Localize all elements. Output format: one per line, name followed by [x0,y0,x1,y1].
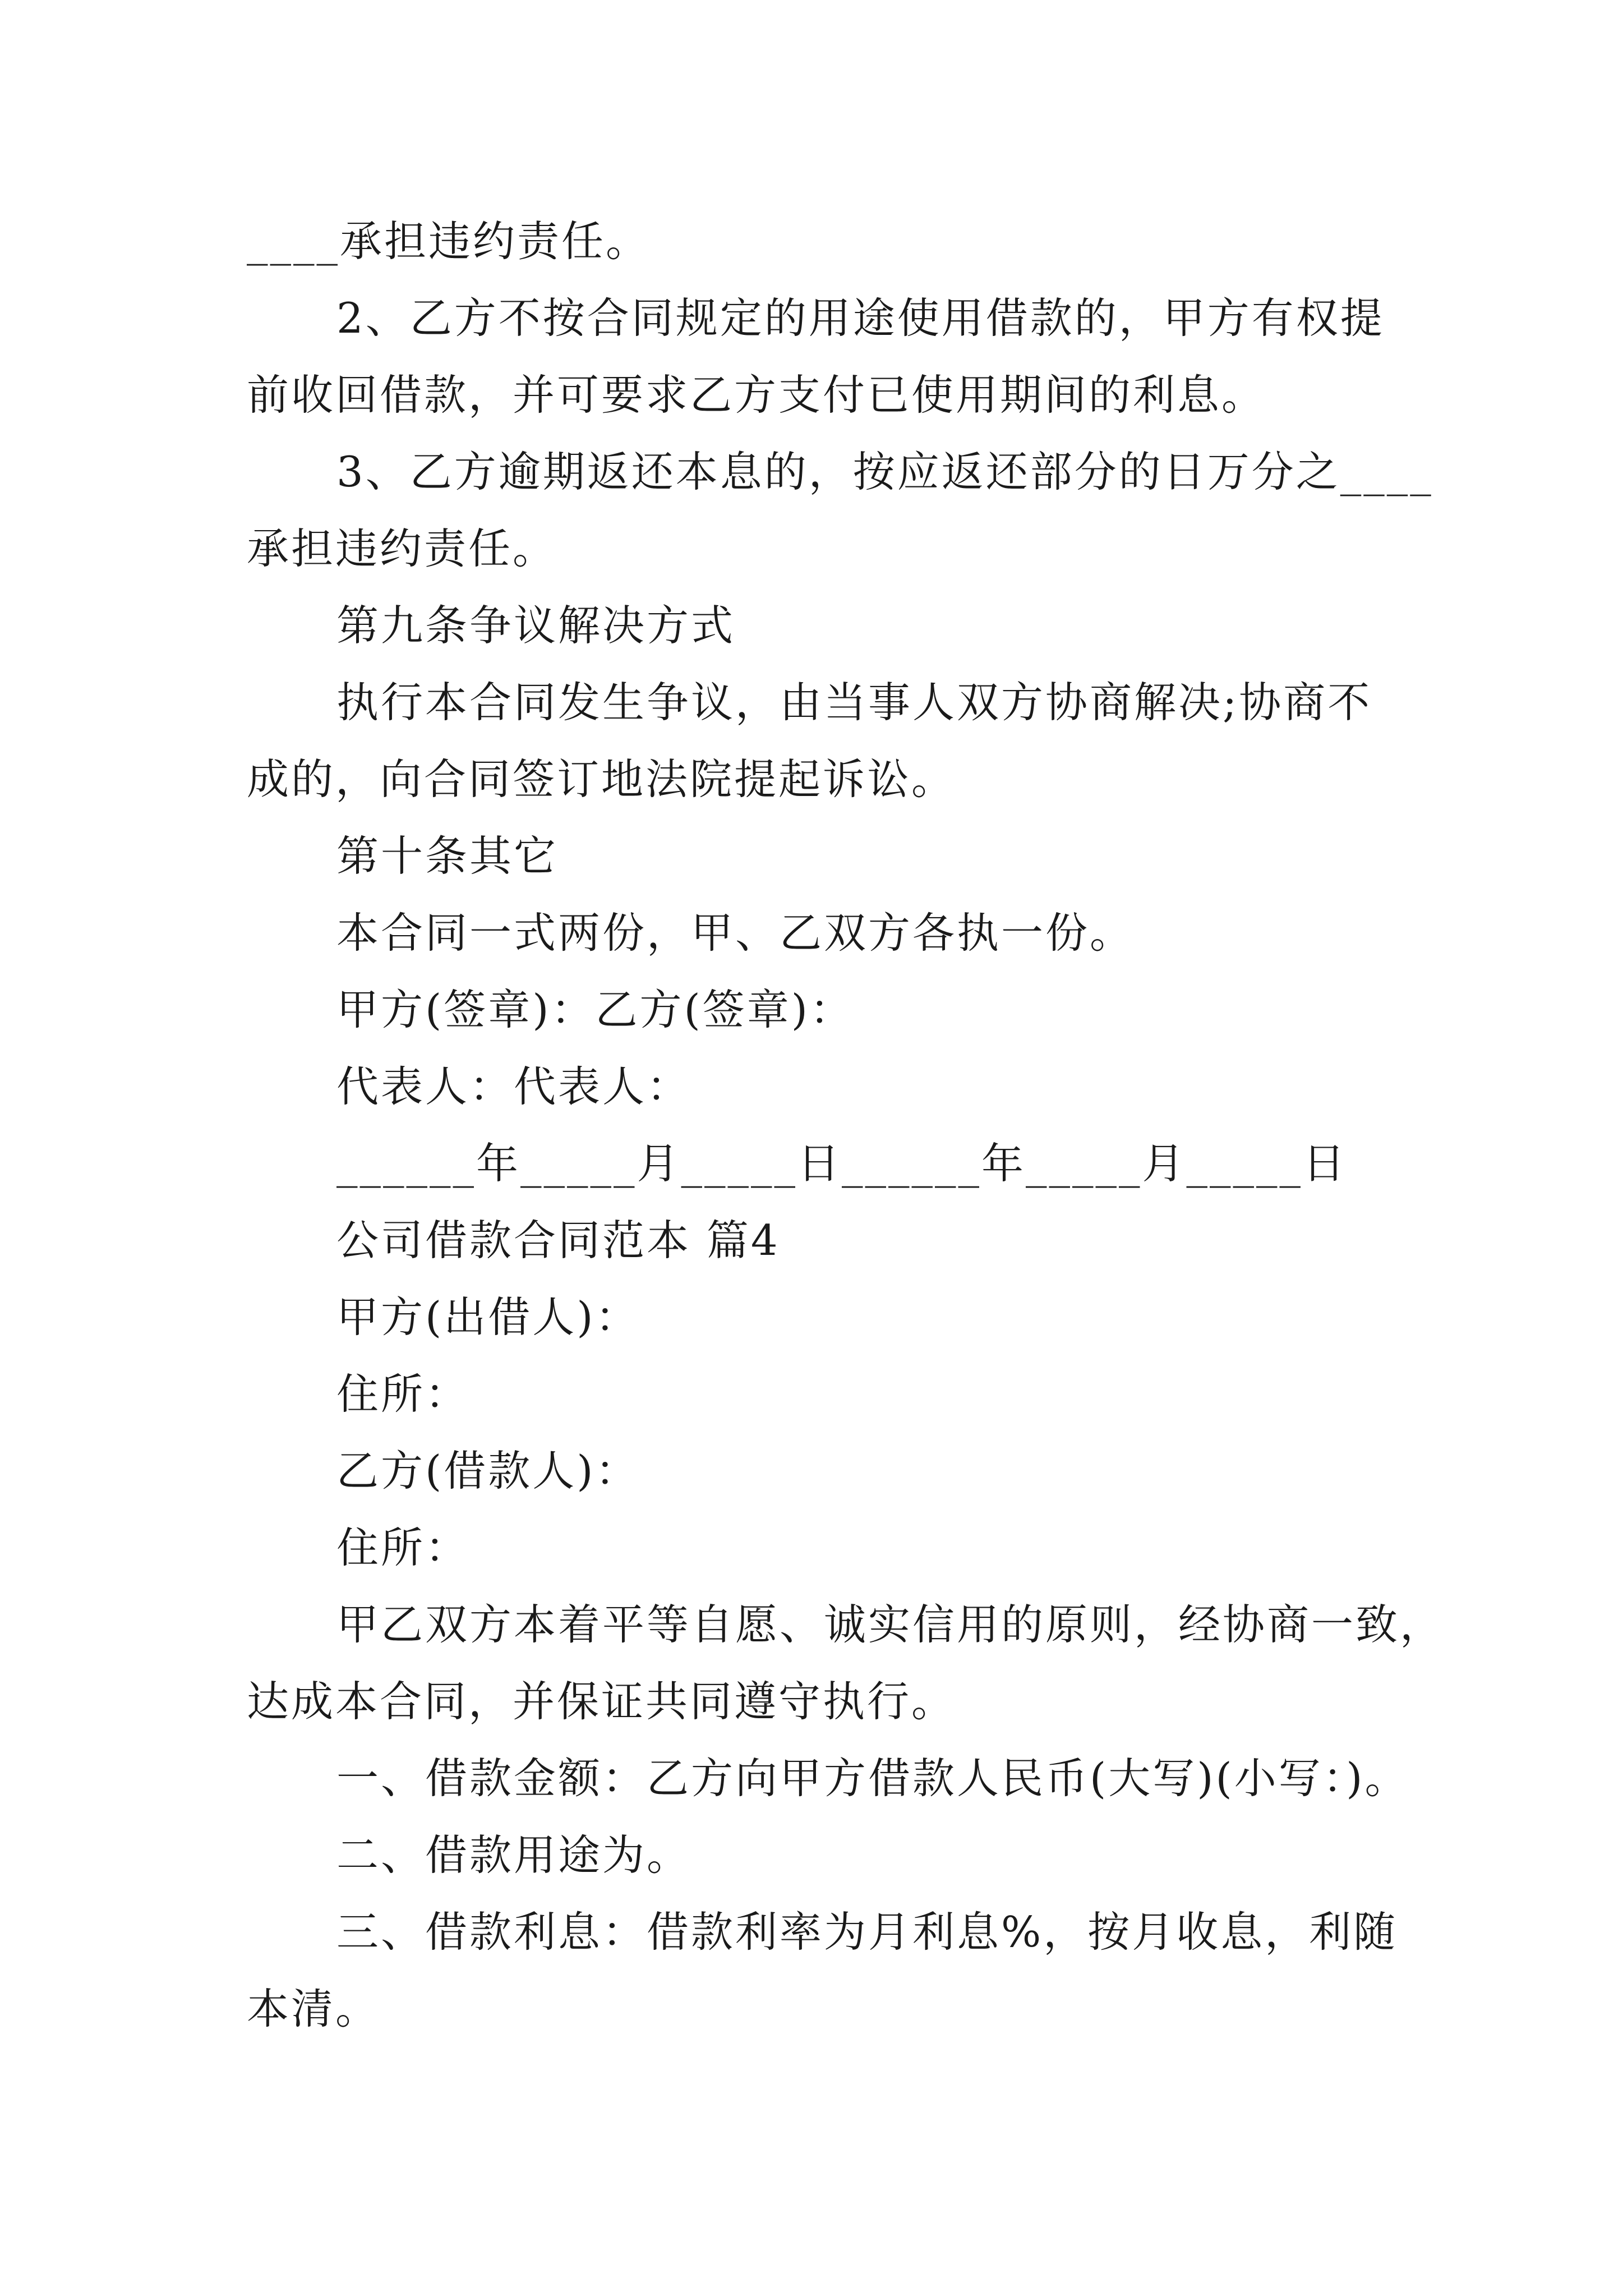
paragraph-line: 前收回借款，并可要求乙方支付已使用期间的利息。 [247,370,1266,420]
paragraph-line: 成的，向合同签订地法院提起诉讼。 [247,754,956,804]
paragraph-line: 承担违约责任。 [247,524,557,573]
date-line: ______年_____月_____日______年_____月_____日 [336,1139,1348,1188]
paragraph-line: 执行本合同发生争议，由当事人双方协商解决;协商不 [336,678,1372,727]
paragraph-line: 2、乙方不按合同规定的用途使用借款的，甲方有权提 [336,293,1385,343]
representative-line: 代表人：代表人： [336,1062,691,1111]
party-a-label: 甲方(出借人)： [336,1292,640,1342]
paragraph-line: 达成本合同，并保证共同遵守执行。 [247,1677,956,1726]
clause-line: 二、借款用途为。 [336,1830,691,1880]
paragraph-line: ____承担违约责任。 [247,217,651,266]
section-heading: 第九条争议解决方式 [336,601,736,650]
clause-line: 三、借款利息：借款利率为月利息%，按月收息，利随 [336,1907,1398,1957]
paragraph-line: 本合同一式两份，甲、乙双方各执一份。 [336,908,1135,958]
paragraph-line: 甲乙双方本着平等自愿、诚实信用的原则，经协商一致， [336,1600,1445,1649]
clause-line: 一、借款金额：乙方向甲方借款人民币(大写)(小写：)。 [336,1754,1409,1803]
address-label: 住所： [336,1523,470,1572]
address-label: 住所： [336,1369,470,1419]
contract-title: 公司借款合同范本 篇4 [336,1216,780,1265]
party-b-label: 乙方(借款人)： [336,1446,640,1496]
section-heading: 第十条其它 [336,831,559,881]
paragraph-line: 3、乙方逾期返还本息的，按应返还部分的日万分之____ [336,447,1433,496]
contract-body [247,213,1445,2058]
signature-line: 甲方(签章)：乙方(签章)： [336,985,855,1034]
paragraph-line: 本清。 [247,1984,380,2033]
